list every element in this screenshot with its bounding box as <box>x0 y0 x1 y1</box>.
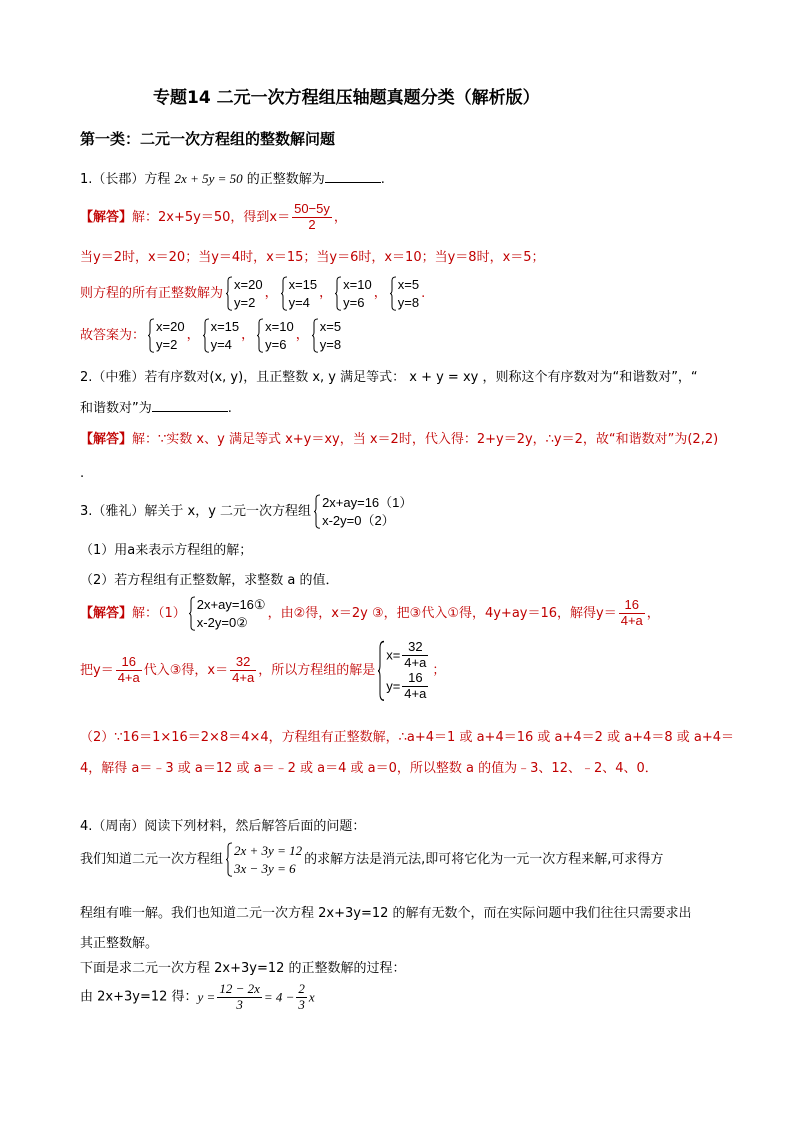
q1-a1-x: x＝ <box>269 209 291 225</box>
q1-solution-y: y=6 <box>343 294 365 310</box>
q1-equation: 2x + 5y = 50 <box>174 171 243 186</box>
page-title: 专题14 二元一次方程组压轴题真题分类（解析版） <box>153 88 540 108</box>
q2-answer-end: . <box>80 466 85 481</box>
q1-frac-den: 2 <box>292 217 332 233</box>
q1-solution-x: x=15 <box>210 319 240 334</box>
q1-solution-x: x=10 <box>265 319 294 334</box>
q3-part2: （2）若方程组有正整数解，求整数 a 的值． <box>80 573 339 588</box>
q3-answer-line4: 4，解得 a＝﹣3 或 a＝12 或 a＝﹣2 或 a＝4 或 a＝0，所以整数 a 的值为﹣3、12、﹣2、4、0． <box>80 761 658 776</box>
q2-answer-blank[interactable] <box>152 411 228 412</box>
q4-l2-pre: 我们知道二元一次方程组 <box>80 851 224 867</box>
q1-solution-system <box>147 318 185 353</box>
q3-sol-y-num: 16 <box>408 669 423 685</box>
left-brace-icon <box>334 276 342 311</box>
q1-solution-system <box>280 276 318 311</box>
q4-frac2 <box>296 982 307 1013</box>
q1-solution-y: y=2 <box>234 294 256 310</box>
q1-solution-system <box>202 318 240 353</box>
separator: ， <box>186 327 200 343</box>
q4-system <box>225 842 302 877</box>
q3-sol-y-label: y= <box>386 678 401 694</box>
left-brace-icon <box>147 318 155 353</box>
q4-line2 <box>80 842 663 877</box>
q1-solution-x: x=5 <box>319 319 342 334</box>
q3-a2-pre: 把y＝ <box>80 663 114 679</box>
left-brace-icon <box>389 276 397 311</box>
q1-frac-num: 50−5y <box>294 201 330 216</box>
q3-a1-end: ， <box>646 605 660 621</box>
q3-a1-pre: 解：（1） <box>132 605 186 621</box>
q3-answer-line2 <box>80 640 445 702</box>
q3-sol-x-frac <box>402 640 428 671</box>
q3-part1: （1）用a来表示方程组的解； <box>80 543 253 558</box>
q4-line4: 其正整数解。 <box>80 936 159 951</box>
q1-answer-line2: 当y＝2时，x＝20；当y＝4时，x＝15；当y＝6时，x＝10；当y＝8时，x＝5； <box>80 250 545 265</box>
q1-a1-end: ， <box>333 209 347 225</box>
q1-answer-line1 <box>80 202 347 233</box>
q3-frac-y-den: 4+a <box>620 613 643 629</box>
answer-tag: 【解答】 <box>80 209 133 225</box>
q3-a1-mid: ，由②得，x＝2y ③，把③代入①得，4y+ay＝16，解得y＝ <box>267 605 617 621</box>
q3-answer-line1 <box>80 596 660 631</box>
q4-intro: 4.（周南）阅读下列材料，然后解答后面的问题： <box>80 819 366 834</box>
q3-frac-y <box>619 598 645 629</box>
q1-solution-system <box>256 318 294 353</box>
q4-line5: 下面是求二元一次方程 2x+3y=12 的正整数解的过程： <box>80 961 406 976</box>
q1-solution-y: y=8 <box>319 336 342 352</box>
q1-solution-x: x=20 <box>156 319 185 334</box>
q3-solution-x <box>386 640 430 671</box>
q1-end: . <box>380 172 385 187</box>
q3-a2-mid2: ，所以方程组的解是 <box>258 663 376 679</box>
q4-line3: 程组有唯一解。我们也知道二元一次方程 2x+3y=12 的解有无数个，而在实际问题中我们往往只需要求出 <box>80 906 692 921</box>
left-brace-icon <box>311 318 319 353</box>
q4-eq1: 2x + 3y = 12 <box>234 843 303 858</box>
q1-solution-system <box>225 276 263 311</box>
q3-eq2: x-2y=0（2） <box>322 512 395 528</box>
q2-line2 <box>80 401 232 417</box>
q4-l2-post: 的求解方法是消元法,即可将它化为一元一次方程来解,可求得方 <box>304 851 664 867</box>
q4-line6 <box>80 982 315 1013</box>
q3-sol-y-den: 4+a <box>404 685 427 701</box>
q3-question <box>80 494 414 529</box>
q1-solution-x: x=10 <box>343 277 372 292</box>
q3-solution-y <box>386 671 430 702</box>
q2-answer <box>80 432 718 448</box>
q4-frac2-num: 2 <box>298 981 305 996</box>
left-brace-icon <box>256 318 264 353</box>
left-brace-icon <box>188 596 196 631</box>
q3-frac-sub-den: 4+a <box>117 670 140 686</box>
q1-solution-y: y=6 <box>265 336 287 352</box>
q1-suffix: 的正整数解为 <box>246 172 325 187</box>
left-brace-icon <box>225 842 233 877</box>
q3-a2-mid: 代入③得，x＝ <box>143 663 229 679</box>
q1-solution-x: x=15 <box>288 277 318 292</box>
q3-a2-end: ； <box>432 663 446 679</box>
q1-solution-y: y=4 <box>288 294 310 310</box>
section-heading: 第一类：二元一次方程组的整数解问题 <box>80 130 336 148</box>
q2-answer-text: 解：∵实数 x、y 满足等式 x+y＝xy，当 x＝2时，代入得：2+y＝2y，∴y＝2，故“和谐数对”为(2,2) <box>132 432 719 447</box>
q1-answer-line3: 则方程的所有正整数解为 x=20 y=2 ， x=15 y=4 ， x=10 y=6 ， x=5 y=8 . <box>80 277 426 310</box>
q1-question <box>80 171 385 188</box>
q4-frac1-den: 3 <box>217 997 262 1013</box>
q1-answer-blank[interactable] <box>325 182 381 183</box>
q1-solution-y: y=8 <box>397 294 420 310</box>
q3-frac-x-num: 32 <box>235 654 251 670</box>
q1-solution-system <box>389 276 419 311</box>
answer-tag: 【解答】 <box>80 605 133 621</box>
q2-line1: 2.（中雅）若有序数对(x, y)，且正整数 x, y 满足等式： x + y = xy ，则称这个有序数对为“和谐数对”，“ <box>80 370 698 385</box>
q2-line2-text: 和谐数对”为 <box>80 401 152 416</box>
q3-sol-x-den: 4+a <box>404 654 427 670</box>
q1-solution-x: x=20 <box>234 277 263 292</box>
q4-frac1 <box>217 982 262 1013</box>
q1-solutions-group-final <box>145 319 343 352</box>
q3-system <box>313 494 412 529</box>
q3-frac-x-den: 4+a <box>232 670 255 686</box>
separator: ， <box>241 327 255 343</box>
q4-eq2: 3x − 3y = 6 <box>234 860 296 876</box>
q3-answer-line3: （2）∵16＝1×16＝2×8＝4×4，方程组有正整数解，∴a+4＝1 或 a+4＝16 或 a+4＝2 或 a+4＝8 或 a+4＝ <box>80 730 734 745</box>
left-brace-icon <box>377 640 385 702</box>
q1-solution-y: y=2 <box>156 336 178 352</box>
q1-a1-pre: 解：2x+5y＝50，得到 <box>132 209 270 225</box>
q3-frac-sub <box>116 655 142 686</box>
q3-a1-eq2: x-2y=0② <box>196 614 248 630</box>
left-brace-icon <box>225 276 233 311</box>
q1-fraction <box>292 202 332 233</box>
separator: ， <box>264 285 278 301</box>
left-brace-icon <box>313 494 321 529</box>
q2-end: . <box>227 401 232 416</box>
q1-answer-line4 <box>80 318 343 353</box>
q3-sol-x-num: 32 <box>408 639 423 654</box>
left-brace-icon <box>280 276 288 311</box>
q1-a3-label: 则方程的所有正整数解为 <box>80 285 224 301</box>
left-brace-icon <box>202 318 210 353</box>
q3-frac-y-num: 16 <box>624 597 639 613</box>
separator: ， <box>319 285 333 301</box>
q1-solution-system <box>311 318 341 353</box>
q1-prefix: 1.（长郡）方程 <box>80 172 171 187</box>
q4-l6-x: x <box>308 989 315 1005</box>
q4-l6-pre: 由 2x+3y=12 得： <box>80 989 198 1005</box>
q3-frac-x <box>230 655 256 686</box>
q3-frac-sub-num: 16 <box>121 654 136 670</box>
separator: ， <box>373 285 387 301</box>
q1-solution-y: y=4 <box>210 336 232 352</box>
q4-l6-y: y = <box>197 989 216 1005</box>
q1-a4-label: 故答案为： <box>80 327 146 343</box>
q3-solution-system <box>377 640 430 702</box>
q4-l6-mid: = 4 − <box>263 989 295 1005</box>
q3-sol-y-frac <box>402 671 428 702</box>
q3-a1-eq1: 2x+ay=16① <box>196 597 266 612</box>
q3-sol-x-label: x= <box>386 647 401 663</box>
q3-eq1: 2x+ay=16（1） <box>322 495 413 510</box>
answer-tag: 【解答】 <box>80 432 133 447</box>
q3-answer-system <box>188 596 266 631</box>
q1-solution-system <box>334 276 372 311</box>
separator: ， <box>295 327 309 343</box>
q4-frac1-num: 12 − 2x <box>219 981 260 996</box>
q3-intro: 3.（雅礼）解关于 x，y 二元一次方程组 <box>80 503 312 519</box>
q1-solution-x: x=5 <box>397 277 420 292</box>
q4-frac2-den: 3 <box>298 996 305 1012</box>
